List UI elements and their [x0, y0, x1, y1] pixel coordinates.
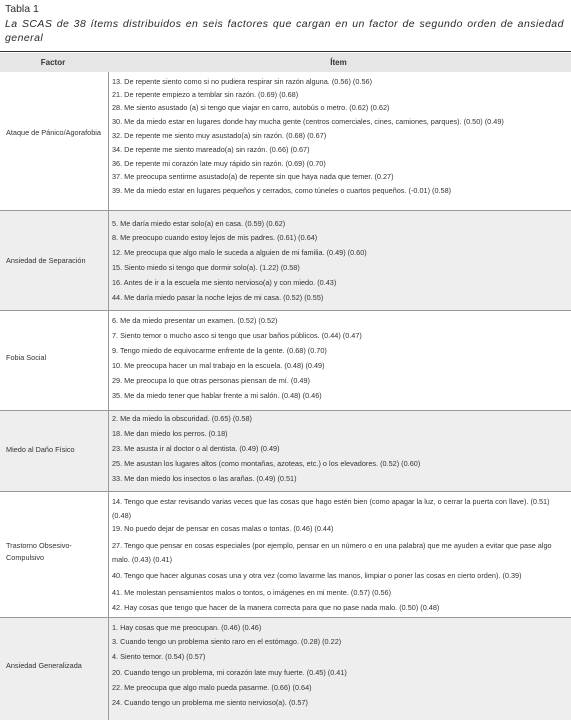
item-row: 4. Siento temor. (0.54) (0.57) [112, 652, 206, 661]
header-item: Ítem [330, 58, 347, 67]
item-row: 27. Tengo que pensar en cosas especiales (por ejemplo, pensar en un número o en una palabra) que me ayuden a evitar que pase algo malo. (0.43) (0.41) [112, 541, 552, 564]
item-row: 42. Hay cosas que tengo que hacer de la manera correcta para que no pase nada malo. (0.50) (0.48) [112, 603, 440, 612]
item-row: 39. Me da miedo estar en lugares pequeños y cerrados, como túneles o cuartos pequeños. (-0.01) (0.58) [112, 186, 452, 195]
item-row: 25. Me asustan los lugares altos (como montañas, azoteas, etc.) o los elevadores. (0.52) (0.60) [112, 459, 421, 468]
item-row: 16. Antes de ir a la escuela me siento nervioso(a) y con miedo. (0.43) [112, 278, 337, 287]
item-row: 30. Me da miedo estar en lugares donde hay mucha gente (centros comerciales, cines, camiones, parques). (0.50) (0.49) [112, 117, 504, 126]
item-row: 3. Cuando tengo un problema siento raro en el estómago. (0.28) (0.22) [112, 637, 342, 646]
item-row: 29. Me preocupa lo que otras personas piensan de mí. (0.49) [112, 376, 310, 385]
item-row: 13. De repente siento como si no pudiera respirar sin razón alguna. (0.56) (0.56) [112, 77, 372, 86]
factor-name: Trastorno Obsesivo-Compulsivo [6, 541, 72, 562]
item-row: 24. Cuando tengo un problema me siento nervioso(a). (0.57) [112, 698, 308, 707]
item-row: 34. De repente me siento mareado(a) sin razón. (0.66) (0.67) [112, 145, 310, 154]
factor-name: Ataque de Pánico/Agorafobia [6, 128, 101, 137]
section-ocd [0, 492, 571, 617]
factor-name: Fobia Social [6, 353, 47, 362]
item-row: 2. Me da miedo la obscuridad. (0.65) (0.58) [112, 414, 252, 423]
item-row: 1. Hay cosas que me preocupan. (0.46) (0.46) [112, 623, 262, 632]
item-row: 5. Me daría miedo estar solo(a) en casa. (0.59) (0.62) [112, 219, 286, 228]
section-panic-agoraphobia [0, 72, 571, 195]
item-row: 7. Siento temor o mucho asco si tengo que usar baños públicos. (0.44) (0.47) [112, 331, 362, 340]
item-row: 12. Me preocupa que algo malo le suceda a alguien de mi familia. (0.49) (0.60) [112, 248, 367, 257]
item-row: 8. Me preocupo cuando estoy lejos de mis padres. (0.61) (0.64) [112, 233, 318, 242]
item-row: 23. Me asusta ir al doctor o al dentista. (0.49) (0.49) [112, 444, 280, 453]
item-row: 20. Cuando tengo un problema, mi corazón late muy fuerte. (0.45) (0.41) [112, 668, 347, 677]
factor-name: Ansiedad Generalizada [6, 661, 82, 670]
item-row: 18. Me dan miedo los perros. (0.18) [112, 429, 228, 438]
item-row: 15. Siento miedo si tengo que dormir solo(a). (1.22) (0.58) [112, 263, 300, 272]
table-label: Tabla 1 [5, 3, 39, 15]
item-row: 35. Me da miedo tener que hablar frente a mi salón. (0.48) (0.46) [112, 391, 322, 400]
item-row: 10. Me preocupa hacer un mal trabajo en la escuela. (0.48) (0.49) [112, 361, 325, 370]
item-row: 33. Me dan miedo los insectos o las arañas. (0.49) (0.51) [112, 474, 297, 483]
table-caption: La SCAS de 38 ítems distribuidos en seis factores que cargan en un factor de segundo orden de ansiedad general [5, 18, 564, 44]
item-row: 36. De repente mi corazón late muy rápido sin razón. (0.69) (0.70) [112, 159, 326, 168]
section-physical-injury-fear [0, 411, 571, 491]
item-row: 9. Tengo miedo de equivocarme enfrente de la gente. (0.68) (0.70) [112, 346, 327, 355]
item-row: 40. Tengo que hacer algunas cosas una y otra vez (como lavarme las manos, limpiar o poner las cosas en cierto orden). (0.39) [112, 571, 522, 580]
factor-name: Ansiedad de Separación [6, 256, 86, 265]
item-row: 28. Me siento asustado (a) si tengo que viajar en carro, autobús o metro. (0.62) (0.62) [112, 103, 390, 112]
column-divider [108, 72, 109, 720]
item-row: 21. De repente empiezo a temblar sin razón. (0.69) (0.68) [112, 90, 299, 99]
item-row: 44. Me daría miedo pasar la noche lejos de mi casa. (0.52) (0.55) [112, 293, 324, 302]
section-generalized-anxiety [0, 618, 571, 720]
section-social-phobia [0, 311, 571, 410]
item-row: 19. No puedo dejar de pensar en cosas malas o tontas. (0.46) (0.44) [112, 524, 334, 533]
item-row: 14. Tengo que estar revisando varias veces que las cosas que hago estén bien (como apagar la luz, o cerrar la puerta con llave). (0.51) (0.48) [112, 497, 550, 520]
header-top-rule [0, 51, 571, 52]
item-row: 41. Me molestan pensamientos malos o tontos, o imágenes en mi mente. (0.57) (0.56) [112, 588, 392, 597]
item-row: 6. Me da miedo presentar un examen. (0.52) (0.52) [112, 316, 278, 325]
section-separation-anxiety [0, 211, 571, 310]
item-row: 32. De repente me siento muy asustado(a) sin razón. (0.68) (0.67) [112, 131, 327, 140]
factor-name: Miedo al Daño Físico [6, 445, 75, 454]
item-row: 37. Me preocupa sentirme asustado(a) de repente sin que haya nada que temer. (0.27) [112, 172, 394, 181]
table-header-row [0, 53, 571, 72]
header-factor: Factor [40, 58, 66, 67]
item-row: 22. Me preocupa que algo malo pueda pasarme. (0.66) (0.64) [112, 683, 312, 692]
